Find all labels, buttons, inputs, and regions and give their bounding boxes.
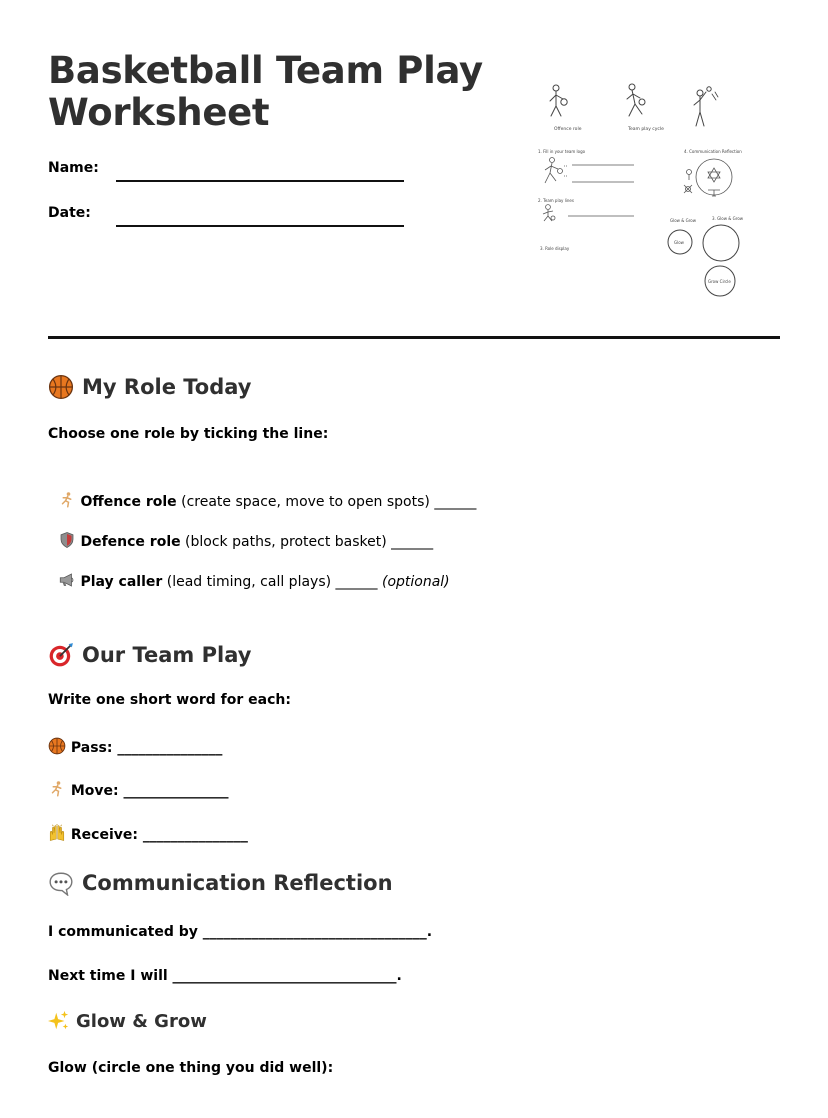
role-option-offence[interactable] [58,491,476,510]
page-title-line2: Worksheet [48,91,270,134]
raised-hands-icon [48,824,66,842]
comm-section-heading [48,870,393,896]
preview-team-play-label: Team play cycle [628,127,664,132]
team-item-receive[interactable] [48,824,248,843]
team-item-label: Pass: _______________ [70,740,223,756]
preview-grow-label: 3. Glow & Grow [712,216,744,221]
team-instruction: Write one short word for each: [48,692,291,708]
sparkles-icon [48,1010,70,1032]
role-option-play-caller[interactable] [58,571,450,590]
name-label: Name: [48,160,99,176]
team-section-heading-text: Our Team Play [82,643,252,667]
date-line [116,225,404,227]
role-section-heading-text: My Role Today [82,375,252,399]
glow-section-heading [48,1010,207,1032]
role-name: Play caller [80,574,163,590]
glow-line: Glow (circle one thing you did well): [48,1060,334,1076]
comm-line-1[interactable]: I communicated by ________________________________. [48,924,433,940]
preview-comm-label: 4. Communication Reflection [684,149,742,154]
date-label: Date: [48,205,91,221]
comm-line-2[interactable]: Next time I will ________________________________. [48,968,402,984]
team-item-move[interactable] [48,780,229,799]
shield-icon [58,531,76,549]
worksheet-preview-image [534,80,754,300]
preview-item-2: 2. Team play lines [538,198,574,203]
glow-section-heading-text: Glow & Grow [76,1010,207,1032]
comm-section-heading-text: Communication Reflection [82,871,393,895]
page-title [48,50,518,134]
section-divider [48,336,780,339]
speech-bubble-icon [48,870,74,896]
worksheet-page [48,0,780,1118]
runner-icon [58,491,76,509]
role-desc: (create space, move to open spots) ______ [176,494,477,510]
role-note: (optional) [381,574,450,590]
role-name: Defence role [80,534,181,550]
name-line [116,180,404,182]
team-item-label: Move: _______________ [70,783,229,799]
runner-icon [48,780,66,798]
role-desc: (lead timing, call plays) ______ [162,574,382,590]
target-icon [48,642,74,668]
role-name: Offence role [80,494,177,510]
preview-glow-circle: Glow [674,240,684,245]
preview-item-1: 1. Fill in your team logo [538,149,586,154]
megaphone-icon [58,571,76,589]
team-item-pass[interactable] [48,737,222,756]
basketball-icon [48,737,66,755]
role-section-heading [48,374,251,400]
team-section-heading [48,642,251,668]
role-desc: (block paths, protect basket) ______ [180,534,434,550]
basketball-icon [48,374,74,400]
preview-item-3: 3. Role display [540,246,570,251]
page-title-line1: Basketball Team Play [48,49,483,92]
preview-glow-label: Glow & Grow [670,218,696,223]
preview-offence-label: Offence role [554,127,582,132]
team-item-label: Receive: _______________ [70,827,248,843]
role-instruction: Choose one role by ticking the line: [48,426,329,442]
role-option-defence[interactable] [58,531,433,550]
preview-grow-circle: Grow Circle [708,279,731,284]
